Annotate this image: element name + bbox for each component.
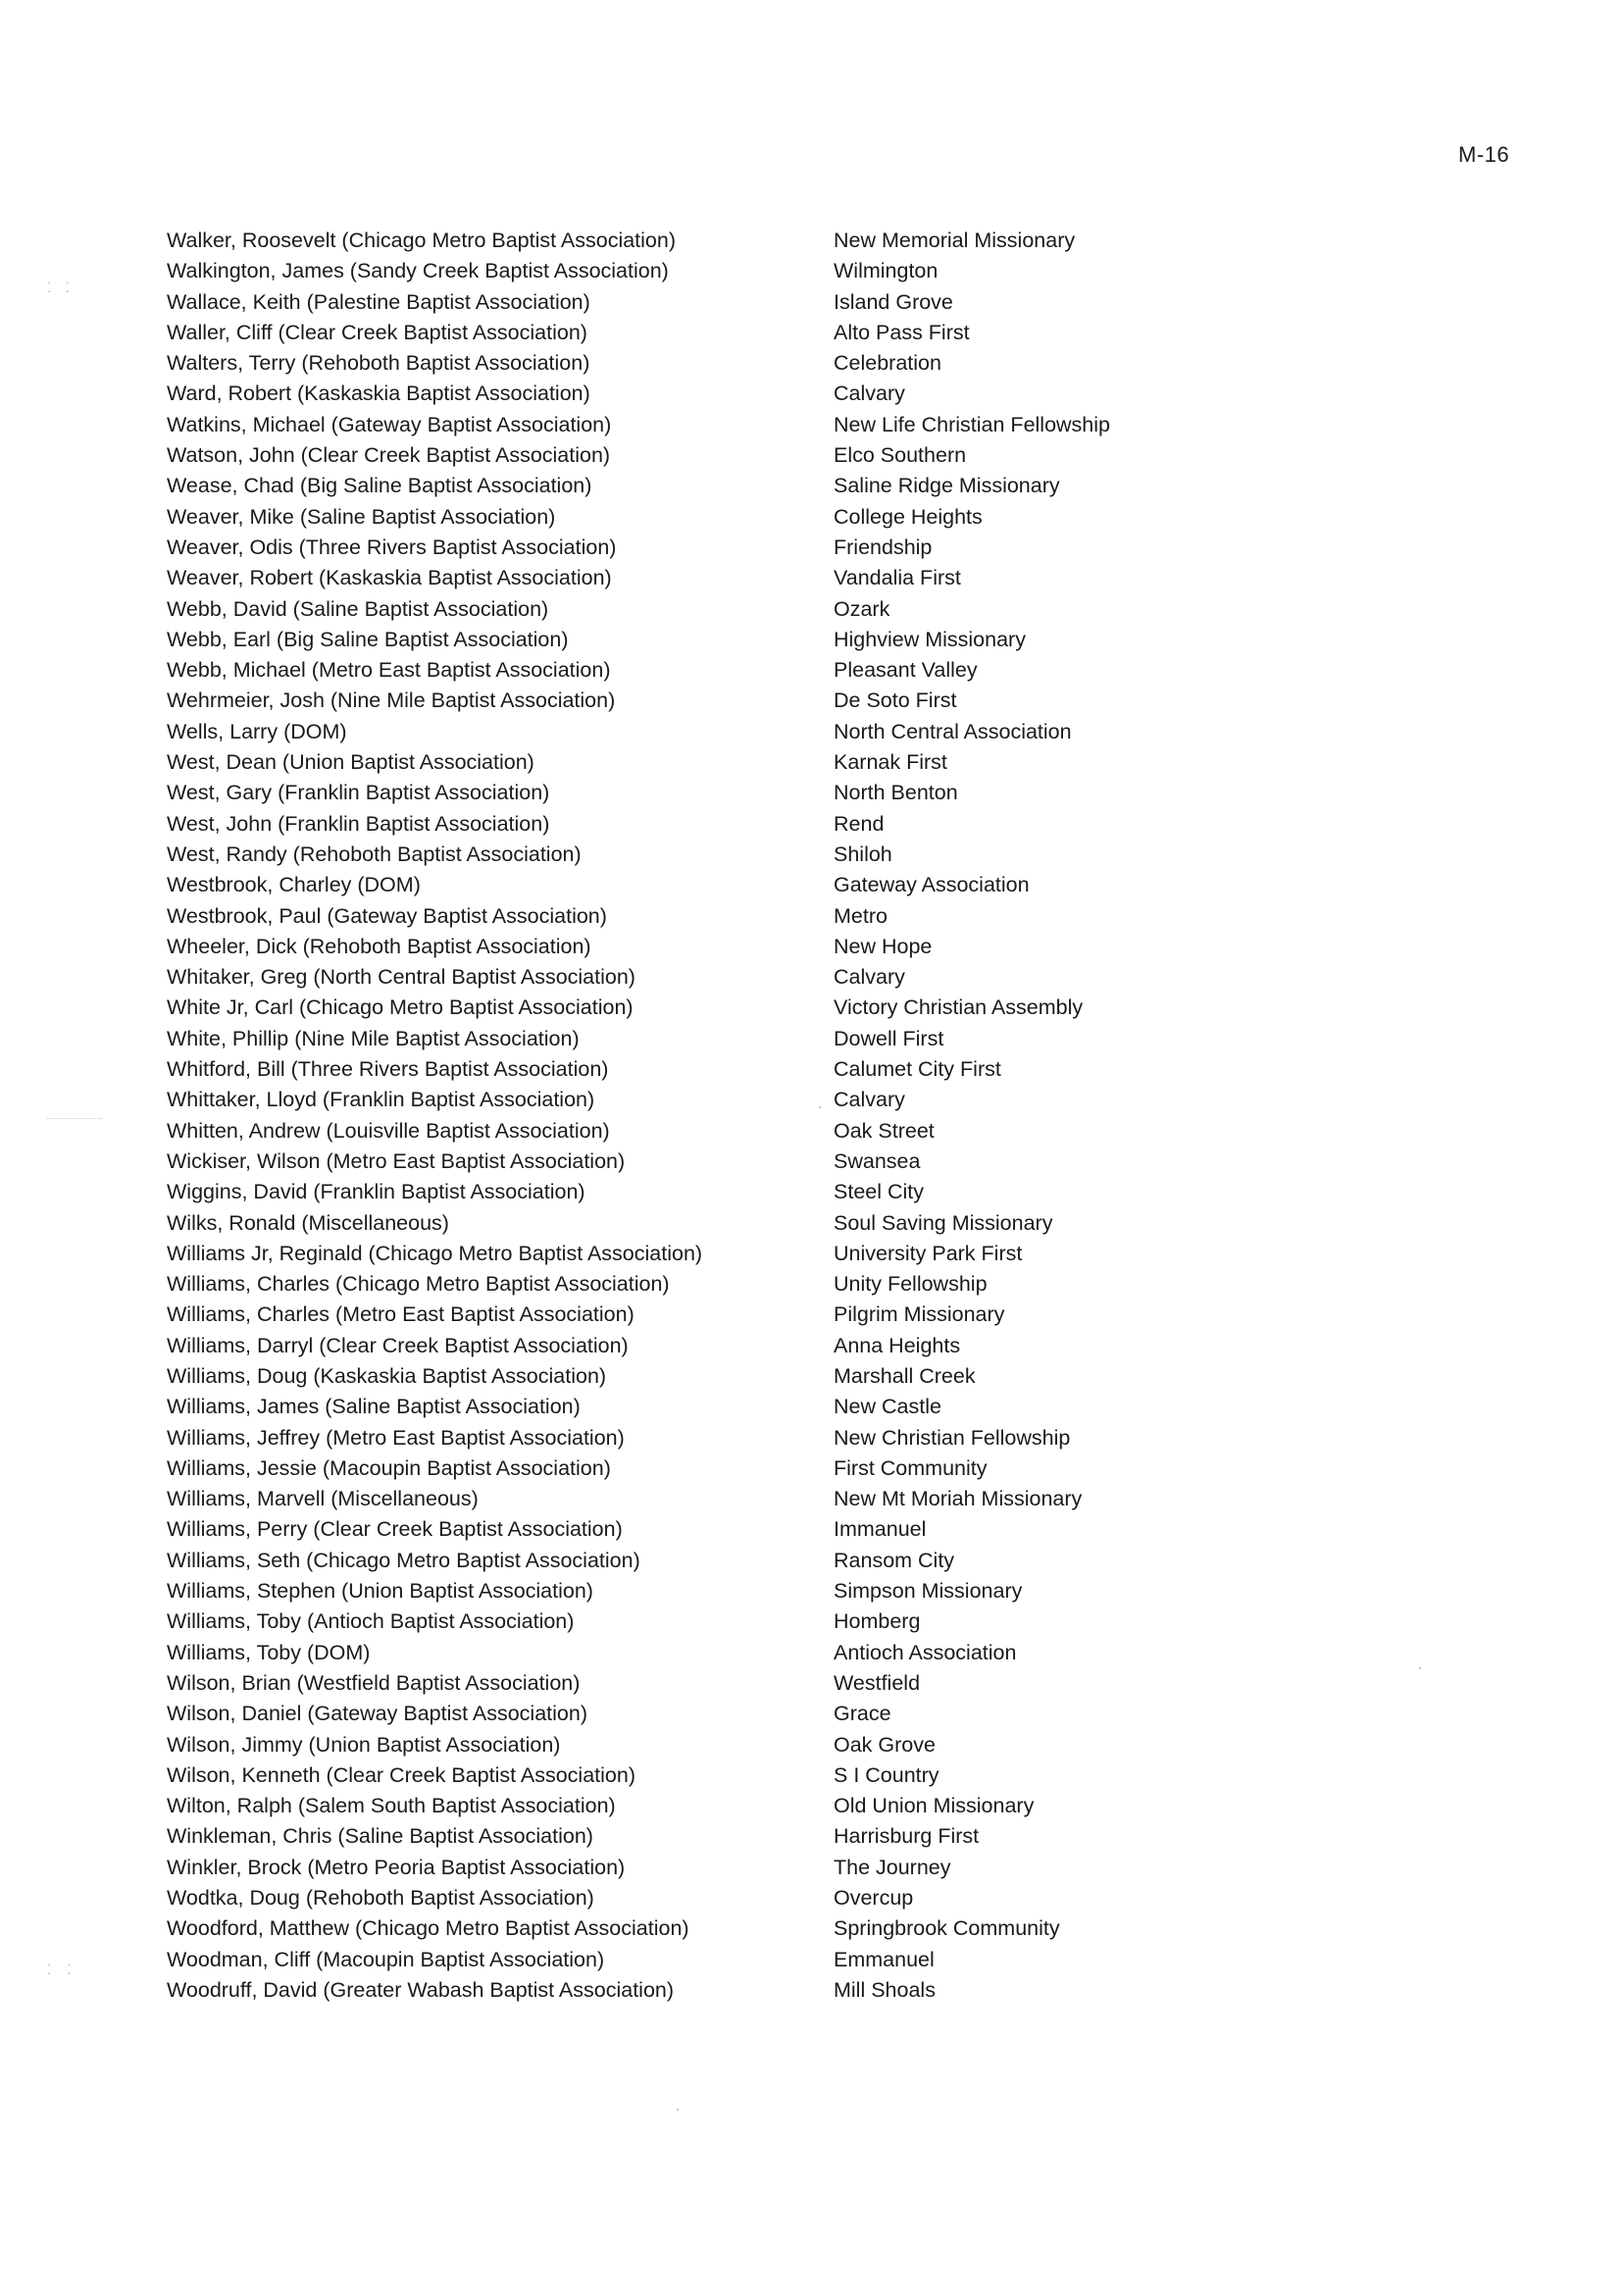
pastor-name: West, John (Franklin Baptist Association) (167, 811, 550, 836)
pastor-name: Williams, Charles (Metro East Baptist Association) (167, 1302, 634, 1327)
roster-row (167, 1791, 1481, 1821)
roster-row (167, 1883, 1481, 1913)
roster-row (167, 1514, 1481, 1545)
roster-row (167, 840, 1481, 870)
church-name: Metro (834, 903, 888, 928)
church-name: Steel City (834, 1180, 925, 1204)
church-name: Shiloh (834, 841, 892, 866)
roster-row (167, 379, 1481, 409)
pastor-name: West, Dean (Union Baptist Association) (167, 750, 534, 775)
church-name: New Christian Fellowship (834, 1425, 1071, 1450)
roster-row (167, 1913, 1481, 1944)
church-name: Oak Street (834, 1118, 935, 1143)
pastor-name: Williams Jr, Reginald (Chicago Metro Baptist Association) (167, 1241, 703, 1265)
pastor-name: Wehrmeier, Josh (Nine Mile Baptist Association) (167, 688, 616, 713)
church-name: Dowell First (834, 1026, 944, 1050)
church-name: Immanuel (834, 1517, 927, 1542)
church-name: The Journey (834, 1855, 951, 1879)
pastor-name: West, Gary (Franklin Baptist Association) (167, 781, 550, 805)
church-name: Oak Grove (834, 1732, 936, 1757)
church-name: Harrisburg First (834, 1824, 980, 1849)
roster-row (167, 1361, 1481, 1392)
church-name: Rend (834, 811, 885, 836)
pastor-name: Winkler, Brock (Metro Peoria Baptist Association) (167, 1855, 626, 1879)
pastor-name: Wodtka, Doug (Rehoboth Baptist Association) (167, 1886, 594, 1911)
pastor-name: Williams, Jeffrey (Metro East Baptist Association) (167, 1425, 625, 1450)
roster-row (167, 1546, 1481, 1576)
hole-punch-mark (47, 1118, 102, 1119)
roster-row (167, 563, 1481, 593)
pastor-name: Watkins, Michael (Gateway Baptist Association) (167, 412, 612, 436)
pastor-name: Wiggins, David (Franklin Baptist Association) (167, 1180, 585, 1204)
church-name: Mill Shoals (834, 1977, 936, 2002)
pastor-name: Williams, Perry (Clear Creek Baptist Association) (167, 1517, 623, 1542)
pastor-name: Whitaker, Greg (North Central Baptist Association) (167, 965, 635, 990)
church-name: Alto Pass First (834, 320, 970, 344)
church-name: Pilgrim Missionary (834, 1302, 1005, 1327)
church-name: Elco Southern (834, 443, 967, 468)
church-name: Highview Missionary (834, 627, 1026, 651)
roster-row (167, 778, 1481, 808)
roster-list (167, 226, 1481, 2006)
roster-row (167, 932, 1481, 962)
pastor-name: Weaver, Robert (Kaskaskia Baptist Association) (167, 566, 612, 590)
church-name: Friendship (834, 535, 933, 559)
church-name: Marshall Creek (834, 1363, 976, 1388)
roster-row (167, 1423, 1481, 1453)
hole-punch-mark: ⁚ ⁚ (47, 1962, 77, 1977)
church-name: Swansea (834, 1148, 921, 1173)
roster-row (167, 1177, 1481, 1207)
pastor-name: Weaver, Odis (Three Rivers Baptist Association) (167, 535, 617, 559)
church-name: Island Grove (834, 289, 953, 314)
church-name: Vandalia First (834, 566, 961, 590)
roster-row (167, 226, 1481, 256)
hole-punch-mark: ⁚⁚ (47, 280, 83, 295)
roster-row (167, 747, 1481, 778)
roster-row (167, 686, 1481, 716)
pastor-name: Wilson, Brian (Westfield Baptist Association) (167, 1670, 581, 1695)
roster-row (167, 1638, 1481, 1668)
church-name: Homberg (834, 1609, 921, 1634)
church-name: Gateway Association (834, 873, 1030, 897)
pastor-name: West, Randy (Rehoboth Baptist Association) (167, 841, 582, 866)
church-name: University Park First (834, 1241, 1023, 1265)
church-name: Springbrook Community (834, 1916, 1060, 1941)
pastor-name: Webb, David (Saline Baptist Association) (167, 596, 549, 621)
church-name: Karnak First (834, 750, 947, 775)
church-name: Calvary (834, 965, 905, 990)
church-name: S I Country (834, 1762, 939, 1787)
church-name: Grace (834, 1702, 891, 1726)
church-name: Pleasant Valley (834, 658, 978, 683)
pastor-name: Wilton, Ralph (Salem South Baptist Association) (167, 1794, 616, 1818)
pastor-name: White, Phillip (Nine Mile Baptist Association) (167, 1026, 580, 1050)
church-name: Victory Christian Assembly (834, 995, 1084, 1020)
pastor-name: Williams, Stephen (Union Baptist Association) (167, 1579, 593, 1604)
roster-row (167, 1085, 1481, 1115)
church-name: North Benton (834, 781, 958, 805)
roster-row (167, 533, 1481, 563)
roster-row (167, 1730, 1481, 1760)
roster-row (167, 1853, 1481, 1883)
church-name: Calvary (834, 382, 905, 406)
roster-row (167, 287, 1481, 318)
pastor-name: Whitten, Andrew (Louisville Baptist Association) (167, 1118, 610, 1143)
church-name: Soul Saving Missionary (834, 1210, 1053, 1235)
pastor-name: Woodman, Cliff (Macoupin Baptist Association) (167, 1947, 605, 1971)
roster-row (167, 655, 1481, 686)
church-name: Calumet City First (834, 1057, 1001, 1082)
roster-row (167, 502, 1481, 533)
pastor-name: Wallace, Keith (Palestine Baptist Association) (167, 289, 590, 314)
pastor-name: Wells, Larry (DOM) (167, 719, 347, 743)
scan-speck (677, 2109, 679, 2111)
church-name: New Memorial Missionary (834, 229, 1076, 252)
church-name: Celebration (834, 351, 941, 376)
pastor-name: Williams, James (Saline Baptist Association) (167, 1395, 581, 1419)
church-name: De Soto First (834, 688, 957, 713)
roster-row (167, 318, 1481, 348)
roster-row (167, 1453, 1481, 1484)
pastor-name: Westbrook, Paul (Gateway Baptist Association) (167, 903, 607, 928)
pastor-name: Wickiser, Wilson (Metro East Baptist Association) (167, 1148, 626, 1173)
pastor-name: Wease, Chad (Big Saline Baptist Association) (167, 474, 592, 498)
page-number: M-16 (1458, 142, 1510, 167)
pastor-name: Williams, Doug (Kaskaskia Baptist Association) (167, 1363, 607, 1388)
church-name: New Castle (834, 1395, 941, 1419)
roster-row (167, 1945, 1481, 1975)
church-name: Calvary (834, 1088, 905, 1112)
church-name: Unity Fellowship (834, 1272, 988, 1297)
roster-row (167, 1668, 1481, 1699)
church-name: Saline Ridge Missionary (834, 474, 1060, 498)
roster-row (167, 1821, 1481, 1852)
roster-row (167, 1239, 1481, 1269)
roster-row (167, 1208, 1481, 1239)
pastor-name: Williams, Jessie (Macoupin Baptist Association) (167, 1455, 611, 1480)
pastor-name: Watson, John (Clear Creek Baptist Association) (167, 443, 611, 468)
church-name: Emmanuel (834, 1947, 935, 1971)
roster-row (167, 1392, 1481, 1422)
church-name: Overcup (834, 1886, 914, 1911)
church-name: College Heights (834, 504, 983, 529)
roster-row (167, 1054, 1481, 1085)
church-name: Antioch Association (834, 1640, 1017, 1664)
roster-row (167, 1024, 1481, 1054)
pastor-name: Williams, Marvell (Miscellaneous) (167, 1487, 479, 1511)
roster-row (167, 993, 1481, 1023)
church-name: New Life Christian Fellowship (834, 412, 1110, 436)
roster-row (167, 348, 1481, 379)
roster-row (167, 410, 1481, 440)
roster-row (167, 1975, 1481, 2006)
pastor-name: Waller, Cliff (Clear Creek Baptist Association) (167, 320, 587, 344)
roster-row (167, 594, 1481, 625)
pastor-name: Wilson, Daniel (Gateway Baptist Association) (167, 1702, 587, 1726)
church-name: First Community (834, 1455, 988, 1480)
roster-row (167, 1760, 1481, 1791)
roster-row (167, 901, 1481, 932)
pastor-name: Ward, Robert (Kaskaskia Baptist Association) (167, 382, 590, 406)
pastor-name: Walters, Terry (Rehoboth Baptist Association) (167, 351, 590, 376)
church-name: Ransom City (834, 1548, 955, 1572)
pastor-name: Williams, Darryl (Clear Creek Baptist Association) (167, 1333, 629, 1357)
pastor-name: Walker, Roosevelt (Chicago Metro Baptist Association) (167, 229, 677, 252)
roster-row (167, 256, 1481, 286)
church-name: Old Union Missionary (834, 1794, 1035, 1818)
pastor-name: Webb, Michael (Metro East Baptist Association) (167, 658, 611, 683)
pastor-name: Williams, Toby (Antioch Baptist Association) (167, 1609, 575, 1634)
roster-row (167, 870, 1481, 900)
church-name: Anna Heights (834, 1333, 961, 1357)
pastor-name: Williams, Seth (Chicago Metro Baptist Association) (167, 1548, 640, 1572)
roster-row (167, 962, 1481, 993)
church-name: New Mt Moriah Missionary (834, 1487, 1083, 1511)
pastor-name: Westbrook, Charley (DOM) (167, 873, 421, 897)
pastor-name: Whittaker, Lloyd (Franklin Baptist Association) (167, 1088, 595, 1112)
roster-row (167, 1147, 1481, 1177)
roster-row (167, 1606, 1481, 1637)
church-name: North Central Association (834, 719, 1072, 743)
church-name: Wilmington (834, 259, 939, 283)
pastor-name: Woodruff, David (Greater Wabash Baptist Association) (167, 1977, 675, 2002)
roster-row (167, 440, 1481, 471)
pastor-name: Webb, Earl (Big Saline Baptist Association) (167, 627, 569, 651)
roster-row (167, 1484, 1481, 1514)
pastor-name: Wilson, Jimmy (Union Baptist Association) (167, 1732, 561, 1757)
roster-row (167, 1699, 1481, 1729)
pastor-name: Woodford, Matthew (Chicago Metro Baptist Association) (167, 1916, 689, 1941)
roster-row (167, 1269, 1481, 1300)
church-name: New Hope (834, 934, 933, 958)
church-name: Simpson Missionary (834, 1579, 1023, 1604)
pastor-name: Wilson, Kenneth (Clear Creek Baptist Association) (167, 1762, 635, 1787)
pastor-name: White Jr, Carl (Chicago Metro Baptist Association) (167, 995, 634, 1020)
roster-row (167, 1576, 1481, 1606)
roster-row (167, 471, 1481, 501)
church-name: Westfield (834, 1670, 921, 1695)
pastor-name: Winkleman, Chris (Saline Baptist Association) (167, 1824, 593, 1849)
pastor-name: Weaver, Mike (Saline Baptist Association) (167, 504, 556, 529)
pastor-name: Williams, Toby (DOM) (167, 1640, 371, 1664)
pastor-name: Wheeler, Dick (Rehoboth Baptist Association) (167, 934, 591, 958)
roster-row (167, 1300, 1481, 1330)
roster-row (167, 1116, 1481, 1147)
pastor-name: Wilks, Ronald (Miscellaneous) (167, 1210, 449, 1235)
roster-row (167, 625, 1481, 655)
roster-row (167, 809, 1481, 840)
pastor-name: Williams, Charles (Chicago Metro Baptist Association) (167, 1272, 670, 1297)
pastor-name: Whitford, Bill (Three Rivers Baptist Association) (167, 1057, 609, 1082)
roster-row (167, 1331, 1481, 1361)
roster-row (167, 717, 1481, 747)
church-name: Ozark (834, 596, 890, 621)
pastor-name: Walkington, James (Sandy Creek Baptist Association) (167, 259, 669, 283)
